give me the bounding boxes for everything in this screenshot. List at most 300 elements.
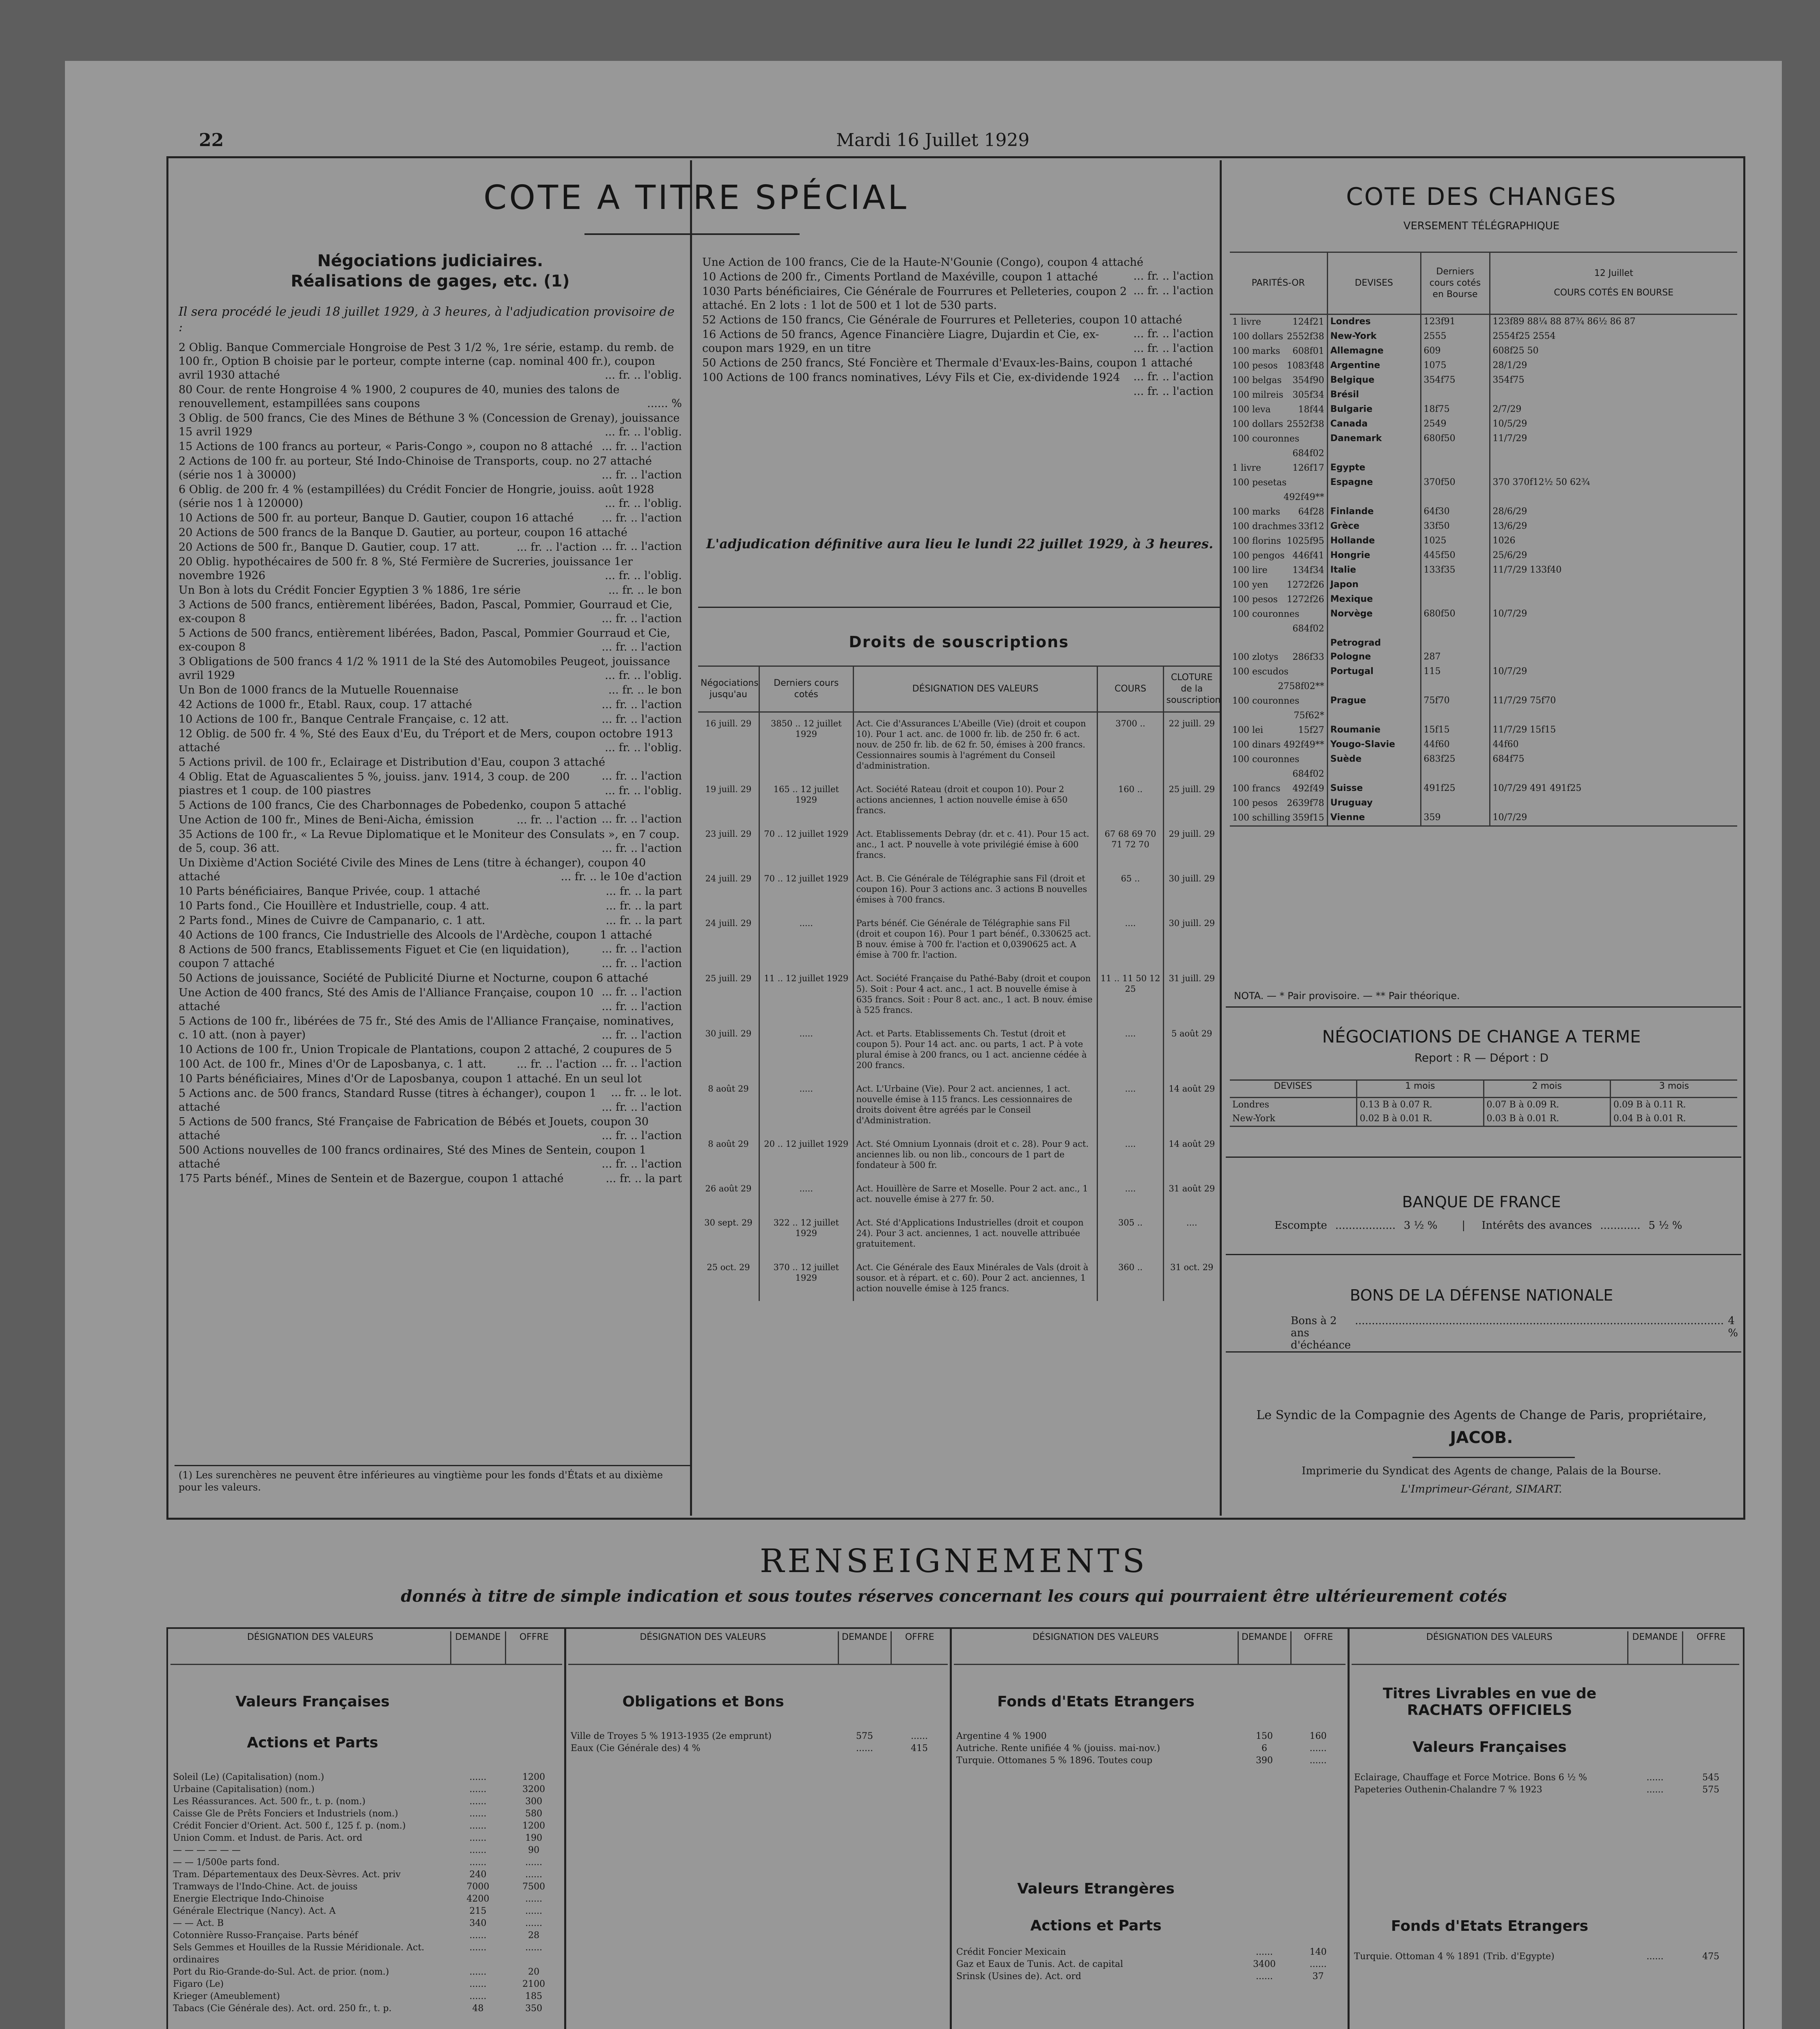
droits-row — [698, 823, 1220, 868]
cote-item-text: 2 Oblig. Banque Commerciale Hongroise de Pest 3 1/2 %, 1re série, estamp. du remb. de 100 fr., Option B choisie par le porteur, compte interne (cap. nominal 400 fr.), coupon avril 1930 attaché — [179, 341, 674, 381]
rens-row — [170, 1869, 562, 1881]
rens-row — [954, 1958, 1346, 1971]
cote-item-text: 12 Oblig. de 500 fr. 4 %, Sté des Eaux d'Eu, du Tréport et de Mers, coupon octobre 1913 attaché — [179, 728, 673, 754]
avances-label: Intérêts des avances — [1481, 1219, 1592, 1232]
cote-item-price: ... fr. .. l'action — [602, 641, 682, 653]
terme-cell: 0.07 B à 0.09 R. — [1484, 1098, 1611, 1112]
changes-parite-value: 1025f95 — [1287, 536, 1324, 546]
cote-item-text: 16 Actions de 50 francs, Agence Financière Liagre, Dujardin et Cie, ex-coupon mars 1929, en un titre — [702, 328, 1099, 355]
droits-row — [698, 1212, 1220, 1256]
cote-item-price: ... fr. .. l'oblig. — [605, 569, 682, 582]
cote-item — [179, 454, 682, 482]
droits-cell-clot: 31 juill. 29 — [1169, 974, 1215, 983]
rens-divider-2 — [950, 1627, 952, 2029]
changes-parite-unit: 100 couronnes — [1232, 609, 1300, 619]
rens-designation: Eclairage, Chauffage et Force Motrice. Bons 6 ½ % — [1354, 1773, 1587, 1783]
droits-cell-des: Act. Sté Omnium Lyonnais (droit et c. 28). Pour 9 act. anciennes lib. ou non lib., concours de 1 part de fondateur à 500 fr. — [853, 1133, 1098, 1178]
terme-cell: 0.09 B à 0.11 R. — [1613, 1100, 1686, 1110]
changes-cell-cours: 28/6/29 — [1492, 506, 1527, 517]
cote-item-price: ... fr. .. la part — [606, 914, 682, 927]
avances-value: 5 ½ % — [1648, 1219, 1682, 1232]
droits-cell-cours: .... — [1098, 1133, 1163, 1178]
cote-item-text: 80 Cour. de rente Hongroise 4 % 1900, 2 coupures de 40, munies des talons de renouvellement, estampillées sans coupons — [179, 383, 620, 410]
droits-cell-des: Act. Cie d'Assurances L'Abeille (Vie) (droit et coupon 10). Pour 1 act. anc. de 1000 fr. lib. de 250 fr. 6 act. nouv. de 250 fr. lib. de 62 fr. 50, émises à 200 francs. Cessionnaires soumis à l'agrément du Conseil d'administration. — [853, 712, 1098, 779]
changes-header-derniers: Derniers cours cotés en Bourse — [1421, 253, 1490, 314]
rens-divider-3 — [1348, 1627, 1350, 2029]
changes-row — [1230, 665, 1737, 694]
changes-cell-cours: 10/7/29 — [1492, 609, 1527, 619]
changes-cell-dernier: 354f75 — [1421, 373, 1490, 388]
rens-designation: Crédit Foncier d'Orient. Act. 500 f., 125 f. p. (nom.) — [173, 1821, 406, 1831]
changes-parite-value: 18f44 — [1298, 405, 1324, 415]
cote-item — [179, 483, 682, 510]
cote-item-text: 10 Parts bénéficiaires, Mines d'Or de Laposbanya, coupon 1 attaché. En un seul lot — [179, 1073, 642, 1085]
changes-cell-parite — [1230, 388, 1327, 403]
cote-item-price: ... fr. .. le bon — [608, 684, 682, 696]
changes-cell-dernier — [1421, 388, 1490, 403]
rens-row — [954, 1743, 1346, 1755]
rens3-rows-2 — [954, 1946, 1346, 1983]
droits-cell-neg: 8 août 29 — [698, 1078, 759, 1133]
rens-offre: 475 — [1702, 1951, 1719, 1962]
droits-cell-clot: 31 oct. 29 — [1170, 1262, 1214, 1272]
droits-cell-cours: 3700 .. — [1098, 712, 1163, 779]
rens-row — [170, 1930, 562, 1942]
rens-designation: Les Réassurances. Act. 500 fr., t. p. (nom.) — [173, 1796, 366, 1807]
changes-parite-value: 75f62* — [1294, 711, 1324, 721]
changes-cell-dernier: 44f60 — [1421, 738, 1490, 752]
syndic-line: Le Syndic de la Compagnie des Agents de Change de Paris, propriétaire, — [1256, 1408, 1707, 1422]
renseignements-top-rule — [166, 1518, 1743, 1520]
rens2-h-off: OFFRE — [891, 1631, 948, 1665]
changes-row — [1230, 578, 1737, 592]
cote-item-text: 100 Actions de 100 francs nominatives, Lévy Fils et Cie, ex-dividende 1924 — [702, 371, 1120, 384]
droits-cell-neg: 26 août 29 — [698, 1178, 759, 1212]
cote-item-price: ... fr. .. le bon — [608, 584, 682, 597]
cote-item-price: ... fr. .. l'action — [602, 440, 682, 453]
cote-item-price: ... fr. .. l'action — [602, 1129, 682, 1142]
changes-row — [1230, 476, 1737, 505]
droits-cell-der: 20 .. 12 juillet 1929 — [759, 1133, 853, 1178]
droits-cell-der: 165 .. 12 juillet 1929 — [759, 778, 853, 823]
cote-item-text: 35 Actions de 100 fr., « La Revue Diplomatique et le Moniteur des Consulats », en 7 coup. de 5, coup. 36 att. — [179, 828, 680, 855]
rens-demande: ...... — [469, 1979, 487, 1989]
cote-item-text: 40 Actions de 100 francs, Cie Industrielle des Alcools de l'Ardèche, coupon 1 attaché — [179, 929, 652, 941]
rens-designation: Figaro (Le) — [173, 1979, 224, 1989]
cote-item-text: 5 Actions de 500 francs, entièrement libérées, Badon, Pascal, Pommier Gourraud et Cie, ex-coupon 8 — [179, 627, 671, 653]
rens-designation: Energie Electrique Indo-Chinoise — [173, 1894, 324, 1904]
changes-header-date: 12 Juillet — [1594, 268, 1633, 278]
changes-cell-cours — [1490, 636, 1737, 650]
changes-table-wrap — [1230, 252, 1737, 827]
adjudication-notice: L'adjudication définitive aura lieu le lundi 22 juillet 1929, à 3 heures. — [706, 536, 1214, 551]
rens-row — [170, 1978, 562, 1990]
changes-row — [1230, 314, 1737, 330]
cote-item — [179, 511, 682, 525]
cote-item — [179, 1072, 682, 1099]
changes-cell-parite — [1230, 811, 1327, 825]
cote-item — [179, 971, 682, 998]
cote-item-text: 10 Actions de 200 fr., Ciments Portland de Maxéville, coupon 1 attaché — [702, 271, 1098, 283]
changes-cell-parite — [1230, 417, 1327, 432]
title-rule — [584, 233, 800, 235]
changes-cell-dernier: 1075 — [1421, 359, 1490, 373]
changes-cell-devise: Londres — [1327, 314, 1421, 330]
rens1-rows — [170, 1771, 562, 2015]
rens1-h-des: DÉSIGNATION DES VALEURS — [170, 1631, 451, 1665]
changes-parite-value: 1272f26 — [1287, 594, 1324, 605]
rens-designation: Argentine 4 % 1900 — [956, 1731, 1047, 1741]
changes-cell-devise: Italie — [1327, 563, 1421, 578]
rens-demande: 240 — [469, 1870, 487, 1880]
changes-cell-devise: Bulgarie — [1327, 403, 1421, 417]
rens-designation: Autriche. Rente unifiée 4 % (jouiss. mai-nov.) — [956, 1743, 1160, 1753]
changes-parite-value: 124f21 — [1292, 317, 1324, 327]
bons-row: Bons à 2 ans d'échéance .............................................................................................................. 4 % — [1291, 1315, 1738, 1351]
changes-row — [1230, 607, 1737, 636]
droits-cell-der: 3850 .. 12 juillet 1929 — [759, 712, 853, 779]
changes-row — [1230, 344, 1737, 359]
droits-cell-neg: 19 juill. 29 — [698, 778, 759, 823]
changes-row — [1230, 519, 1737, 534]
droits-cell-der: ..... — [759, 1023, 853, 1078]
rens-row — [954, 1946, 1346, 1958]
cote-item — [179, 885, 682, 898]
droits-cell-des: Act. Cie Générale des Eaux Minérales de Vals (droit à sousor. et à répart. et c. 60). Pour 2 act. anciennes, 1 action nouvelle émise à 125 francs. — [853, 1256, 1098, 1301]
droits-cell-des: Act. L'Urbaine (Vie). Pour 2 act. anciennes, 1 act. nouvelle émise à 115 francs. Les cessionnaires de droits doivent être agréés par le Conseil d'Administration. — [853, 1078, 1098, 1133]
changes-cell-dernier: 609 — [1421, 344, 1490, 359]
changes-cell-parite — [1230, 505, 1327, 519]
cote-item-text: 20 Actions de 500 fr., Banque D. Gautier, coup. 17 att. — [179, 541, 480, 554]
rens-row — [170, 1857, 562, 1869]
droits-cell-der: 370 .. 12 juillet 1929 — [759, 1256, 853, 1301]
cote-item-price: ... fr. .. l'action — [602, 943, 682, 955]
cote-left-list — [179, 341, 682, 1461]
droits-table — [698, 667, 1220, 1301]
rens-designation: Sels Gemmes et Houilles de la Russie Méridionale. Act. ordinaires — [173, 1943, 425, 1965]
rens-designation: Gaz et Eaux de Tunis. Act. de capital — [956, 1959, 1123, 1969]
changes-cell-parite — [1230, 330, 1327, 344]
cote-item-text: 5 Actions de 500 francs, Sté Française de Fabrication de Bébés et Jouets, coupon 30 attaché — [179, 1116, 649, 1142]
column-divider-2 — [1220, 160, 1222, 1516]
rens-designation: Crédit Foncier Mexicain — [956, 1947, 1066, 1957]
rens-demande: ...... — [1646, 1773, 1664, 1783]
cote-item-text: Une Action de 400 francs, Sté des Amis de l'Alliance Française, coupon 10 attaché — [179, 986, 594, 1013]
cote-item-text: 10 Actions de 100 fr., Union Tropicale de Plantations, coupon 2 attaché, 2 coupures de 5 — [179, 1043, 672, 1056]
rens4-rows — [1352, 1772, 1739, 1796]
rens-offre: 160 — [1309, 1731, 1327, 1741]
rens-offre: ...... — [525, 1894, 542, 1904]
cote-item — [179, 598, 682, 626]
droits-cell-clot: 31 août 29 — [1169, 1184, 1215, 1193]
rens-demande: 575 — [856, 1731, 873, 1741]
changes-parite-value: 1272f26 — [1287, 580, 1324, 590]
rens-designation: Tram. Départementaux des Deux-Sèvres. Act. priv — [173, 1870, 401, 1880]
bons-title: BONS DE LA DÉFENSE NATIONALE — [1350, 1286, 1613, 1304]
cote-item — [179, 1014, 682, 1042]
cote-item-price: ... fr. .. l'action — [602, 512, 682, 524]
cote-item — [179, 828, 682, 855]
changes-cell-parite — [1230, 752, 1327, 782]
droits-row — [698, 912, 1220, 967]
rens-offre: 350 — [525, 2003, 542, 2014]
changes-cell-dernier: 287 — [1421, 650, 1490, 665]
cote-item-price: ... fr. .. la part — [606, 1172, 682, 1185]
terme-cell: 0.04 B à 0.01 R. — [1613, 1114, 1686, 1124]
droits-header: COURS — [1098, 667, 1163, 712]
rens-row — [170, 1832, 562, 1844]
escompte-value: 3 ½ % — [1404, 1219, 1438, 1232]
changes-cell-dernier: 680f50 — [1421, 607, 1490, 636]
changes-nota: NOTA. — * Pair provisoire. — ** Pair théorique. — [1234, 990, 1460, 1002]
terme-cell: Londres — [1230, 1098, 1357, 1112]
droits-table-wrap — [698, 666, 1220, 1301]
rens-offre: 90 — [528, 1845, 539, 1855]
changes-cell-cours: 1026 — [1492, 536, 1516, 546]
cote-item — [179, 1087, 682, 1114]
rens-demande: 340 — [469, 1918, 487, 1928]
rens2-obligations-bons: Obligations et Bons — [622, 1693, 784, 1710]
changes-cell-parite — [1230, 665, 1327, 694]
changes-cell-cours: 11/7/29 15f15 — [1492, 725, 1556, 735]
rens-demande: ...... — [469, 1991, 487, 2001]
cote-item-text: 3 Oblig. de 500 francs, Cie des Mines de Béthune 3 % (Concession de Grenay), jouissance 15 avril 1929 — [179, 412, 680, 438]
changes-cell-dernier — [1421, 636, 1490, 650]
renseignements-subtitle: donnés à titre de simple indication et sous toutes réserves concernant les cours qui pourraient être ultérieurement cotés — [401, 1587, 1507, 1606]
nota-rule — [1226, 1006, 1741, 1008]
changes-parite-value: 286f33 — [1292, 652, 1324, 662]
cote-item — [179, 899, 682, 913]
changes-cell-cours: 13/6/29 — [1492, 521, 1527, 531]
droits-cell-clot: 30 juill. 29 — [1169, 874, 1215, 883]
cote-item-price: ... fr. .. l'action — [602, 713, 682, 726]
cote-item — [179, 914, 682, 928]
changes-cell-devise: Yougo-Slavie — [1327, 738, 1421, 752]
cote-item-text: 5 Actions privil. de 100 fr., Eclairage et Distribution d'Eau, coupon 3 attaché — [179, 756, 605, 769]
changes-cell-devise: Portugal — [1327, 665, 1421, 694]
changes-parite-unit: 100 couronnes — [1232, 696, 1300, 706]
rens-offre: 545 — [1702, 1773, 1719, 1783]
rens-demande: 215 — [469, 1906, 487, 1916]
terme-cell: 0.02 B à 0.01 R. — [1357, 1112, 1484, 1126]
droits-cell-der: 70 .. 12 juillet 1929 — [759, 823, 853, 868]
rens-row — [954, 1971, 1346, 1983]
droits-title: Droits de souscriptions — [849, 633, 1069, 651]
rens1-h-dem: DEMANDE — [451, 1631, 505, 1665]
rens-designation: Turquie. Ottoman 4 % 1891 (Trib. d'Egypte) — [1354, 1951, 1555, 1962]
cote-item-price: ... fr. .. l'oblig. — [605, 497, 682, 510]
changes-cell-parite — [1230, 563, 1327, 578]
droits-header: Négociations jusqu'au — [698, 667, 759, 712]
changes-row — [1230, 388, 1737, 403]
rens-designation: Urbaine (Capitalisation) (nom.) — [173, 1784, 315, 1794]
rens-row — [170, 1917, 562, 1930]
droits-cell-cours: 11 .. 11 50 12 25 — [1098, 967, 1163, 1023]
changes-parite-value: 684f02 — [1292, 624, 1324, 634]
droits-cell-cours: 305 .. — [1098, 1212, 1163, 1256]
rens-demande: ...... — [856, 1743, 873, 1753]
changes-row — [1230, 796, 1737, 811]
changes-cell-devise: New-York — [1327, 330, 1421, 344]
rens3-valeurs-etrangeres: Valeurs Etrangères — [1017, 1880, 1175, 1897]
droits-row — [698, 868, 1220, 912]
cote-item — [179, 1144, 682, 1171]
rens-row — [170, 1893, 562, 1905]
changes-row — [1230, 752, 1737, 782]
changes-header-parites: PARITÉS-OR — [1230, 253, 1327, 314]
rens3-h-des: DÉSIGNATION DES VALEURS — [954, 1631, 1238, 1665]
droits-cell-clot: 30 juill. 29 — [1169, 918, 1215, 928]
changes-parite-unit: 100 escudos — [1232, 667, 1289, 677]
cote-item-price: ... fr. .. l'action — [602, 842, 682, 855]
droits-cell-neg: 8 août 29 — [698, 1133, 759, 1178]
cote-item — [179, 1172, 682, 1186]
rens-col-1 — [170, 1631, 562, 2015]
banque-row: Escompte .................. 3 ½ % | Intérêts des avances ............ 5 ½ % — [1274, 1219, 1682, 1232]
cote-item-text: 10 Parts bénéficiaires, Banque Privée, coup. 1 attaché — [179, 885, 481, 898]
cote-item-text: 4 Oblig. Etat de Aguascalientes 5 %, jouiss. janv. 1914, 3 coup. de 200 piastres et 1 coup. de 100 piastres — [179, 771, 570, 797]
rens-demande: ...... — [469, 1857, 487, 1867]
changes-cell-devise: Roumanie — [1327, 723, 1421, 738]
rens2-h-dem: DEMANDE — [838, 1631, 891, 1665]
cote-item-text: Un Bon de 1000 francs de la Mutuelle Rouennaise — [179, 684, 459, 696]
cote-right-list — [702, 256, 1214, 540]
rens-offre: 3200 — [522, 1784, 545, 1794]
rens-col2-table — [568, 1631, 948, 1665]
rens-designation: Générale Electrique (Nancy). Act. A — [173, 1906, 336, 1916]
cote-item-text: 2 Actions de 100 fr. au porteur, Sté Indo-Chinoise de Transports, coup. no 27 attaché (série nos 1 à 30000) — [179, 455, 652, 481]
droits-row — [698, 1178, 1220, 1212]
droits-cell-des: Parts bénéf. Cie Générale de Télégraphie sans Fil (droit et coupon 16). Pour 1 part bénéf., 0.330625 act. B nouv. émise à 700 fr. l'action et 0,0390625 act. A émise à 700 fr. l'action. — [853, 912, 1098, 967]
cote-item — [179, 627, 682, 654]
changes-parite-value: 64f28 — [1298, 507, 1324, 517]
cote-item-price: ... fr. .. l'action — [602, 1101, 682, 1114]
changes-header-cours-label: COURS COTÉS EN BOURSE — [1554, 288, 1674, 298]
cote-item-price: ... fr. .. l'action — [602, 986, 682, 998]
escompte-label: Escompte — [1274, 1219, 1327, 1232]
rens4-h-des: DÉSIGNATION DES VALEURS — [1352, 1631, 1628, 1665]
cote-item-price: ...... % — [647, 397, 682, 410]
droits-row — [698, 1256, 1220, 1301]
changes-header-devises: DEVISES — [1327, 253, 1421, 314]
changes-parite-unit: 100 dinars — [1232, 740, 1281, 750]
changes-parite-value: 608f01 — [1292, 346, 1324, 356]
rens-row — [170, 1783, 562, 1796]
changes-cell-cours: 10/7/29 491 491f25 — [1492, 783, 1582, 793]
changes-cell-cours: 10/7/29 — [1492, 812, 1527, 823]
changes-cell-parite — [1230, 549, 1327, 563]
changes-cell-dernier: 370f50 — [1421, 476, 1490, 505]
cote-item-price: ... fr. .. l'action — [602, 957, 682, 970]
rens-offre: 1200 — [522, 1772, 545, 1782]
cote-item — [179, 756, 682, 782]
cote-item-text: 10 Actions de 100 fr., Banque Centrale Française, c. 12 att. — [179, 713, 509, 726]
changes-parite-value: 2758f02** — [1278, 681, 1324, 691]
changes-parite-unit: 100 drachmes — [1232, 521, 1297, 532]
changes-cell-parite — [1230, 796, 1327, 811]
rens-offre: 28 — [528, 1930, 539, 1941]
changes-cell-devise: Suisse — [1327, 782, 1421, 796]
cote-item-text: 8 Actions de 500 francs, Etablissements Figuet et Cie (en liquidation), coupon 7 attaché — [179, 943, 570, 970]
rens-demande: 7000 — [466, 1882, 490, 1892]
changes-cell-cours: 10/7/29 — [1492, 666, 1527, 676]
droits-row — [698, 712, 1220, 779]
page-date: Mardi 16 Juillet 1929 — [836, 130, 1030, 151]
cote-item — [179, 383, 682, 411]
rens-offre: 37 — [1312, 1971, 1324, 1982]
droits-cell-neg: 24 juill. 29 — [698, 868, 759, 912]
rens-offre: ...... — [525, 1918, 542, 1928]
rens-row — [568, 1730, 948, 1743]
cote-item-price: ... fr. .. l'action — [602, 540, 682, 553]
changes-parite-unit: 100 lire — [1232, 565, 1268, 575]
rens-designation: Papeteries Outhenin-Chalandre 7 % 1923 — [1354, 1785, 1542, 1795]
changes-parite-unit: 100 marks — [1232, 346, 1281, 356]
rens-row — [170, 1990, 562, 2003]
changes-cell-cours: 28/1/29 — [1492, 360, 1527, 370]
cote-item-price: ... fr. .. le lot. — [611, 1086, 682, 1099]
changes-cell-dernier — [1421, 461, 1490, 476]
changes-cell-devise: Petrograd — [1327, 636, 1421, 650]
rens1-actions-parts: Actions et Parts — [247, 1734, 378, 1751]
droits-cell-der: ..... — [759, 1178, 853, 1212]
changes-cell-cours: 11/7/29 — [1492, 433, 1527, 444]
terme-row — [1230, 1112, 1737, 1126]
rens-row — [170, 1771, 562, 1783]
droits-row — [698, 778, 1220, 823]
bons-rule — [1226, 1351, 1741, 1353]
imprimerie-line: Imprimerie du Syndicat des Agents de change, Palais de la Bourse. — [1302, 1465, 1661, 1477]
cote-item-text: 500 Actions nouvelles de 100 francs ordinaires, Sté des Mines de Sentein, coupon 1 attaché — [179, 1144, 647, 1170]
rens-row — [170, 1905, 562, 1917]
changes-cell-cours: 10/5/29 — [1492, 419, 1527, 429]
changes-cell-cours — [1490, 461, 1737, 476]
changes-cell-dernier: 115 — [1421, 665, 1490, 694]
changes-cell-cours: 2/7/29 — [1492, 404, 1522, 414]
terme-cell: New-York — [1230, 1112, 1357, 1126]
droits-cell-des: Act. Société Française du Pathé-Baby (droit et coupon 5). Soit : Pour 4 act. anc., 1 act. B nouvelle émise à 635 francs. Soit : Pour 8 act. anc., 1 act. B nouv. émise à 525 francs. — [853, 967, 1098, 1023]
changes-cell-parite — [1230, 314, 1327, 330]
changes-row — [1230, 505, 1737, 519]
rens-offre: 1200 — [522, 1821, 545, 1831]
cote-item-text: 42 Actions de 1000 fr., Etabl. Raux, coup. 17 attaché — [179, 698, 472, 711]
changes-cell-dernier — [1421, 796, 1490, 811]
changes-cell-cours: 25/6/29 — [1492, 550, 1527, 560]
rens-row — [1352, 1951, 1739, 1963]
changes-row — [1230, 723, 1737, 738]
imprimeur-line: L'Imprimeur-Gérant, SIMART. — [1401, 1483, 1562, 1495]
changes-parite-value: 492f49 — [1292, 784, 1324, 794]
cote-item-text: 10 Parts fond., Cie Houillère et Industrielle, coup. 4 att. — [179, 900, 490, 912]
changes-parite-unit: 100 dollars — [1232, 332, 1283, 342]
changes-parite-unit: 100 couronnes — [1232, 754, 1300, 765]
rens-designation: Tabacs (Cie Générale des). Act. ord. 250 fr., t. p. — [173, 2003, 392, 2014]
rens-designation: Srinsk (Usines de). Act. ord — [956, 1971, 1081, 1982]
cote-item-text: Un Bon à lots du Crédit Foncier Egyptien 3 % 1886, 1re série — [179, 584, 521, 597]
changes-cell-devise: Hongrie — [1327, 549, 1421, 563]
cote-item-price: ... fr. .. le 10e d'action — [561, 870, 682, 883]
droits-cell-des: Act. Sté d'Applications Industrielles (droit et coupon 24). Pour 3 act. anciennes, 1 act. nouvelle attribuée gratuitement. — [853, 1212, 1098, 1256]
changes-parite-value: 305f34 — [1292, 390, 1324, 400]
changes-parite-unit: 100 lei — [1232, 725, 1264, 735]
droits-cell-des: Act. Houillère de Sarre et Moselle. Pour 2 act. anc., 1 act. nouvelle émise à 277 fr. 50. — [853, 1178, 1098, 1212]
rens4-h-dem: DEMANDE — [1628, 1631, 1682, 1665]
rens-offre: ...... — [525, 1906, 542, 1916]
changes-parite-unit: 100 pesetas — [1232, 478, 1287, 488]
droits-cell-neg: 30 sept. 29 — [698, 1212, 759, 1256]
changes-cell-parite — [1230, 403, 1327, 417]
changes-cell-cours — [1490, 650, 1737, 665]
